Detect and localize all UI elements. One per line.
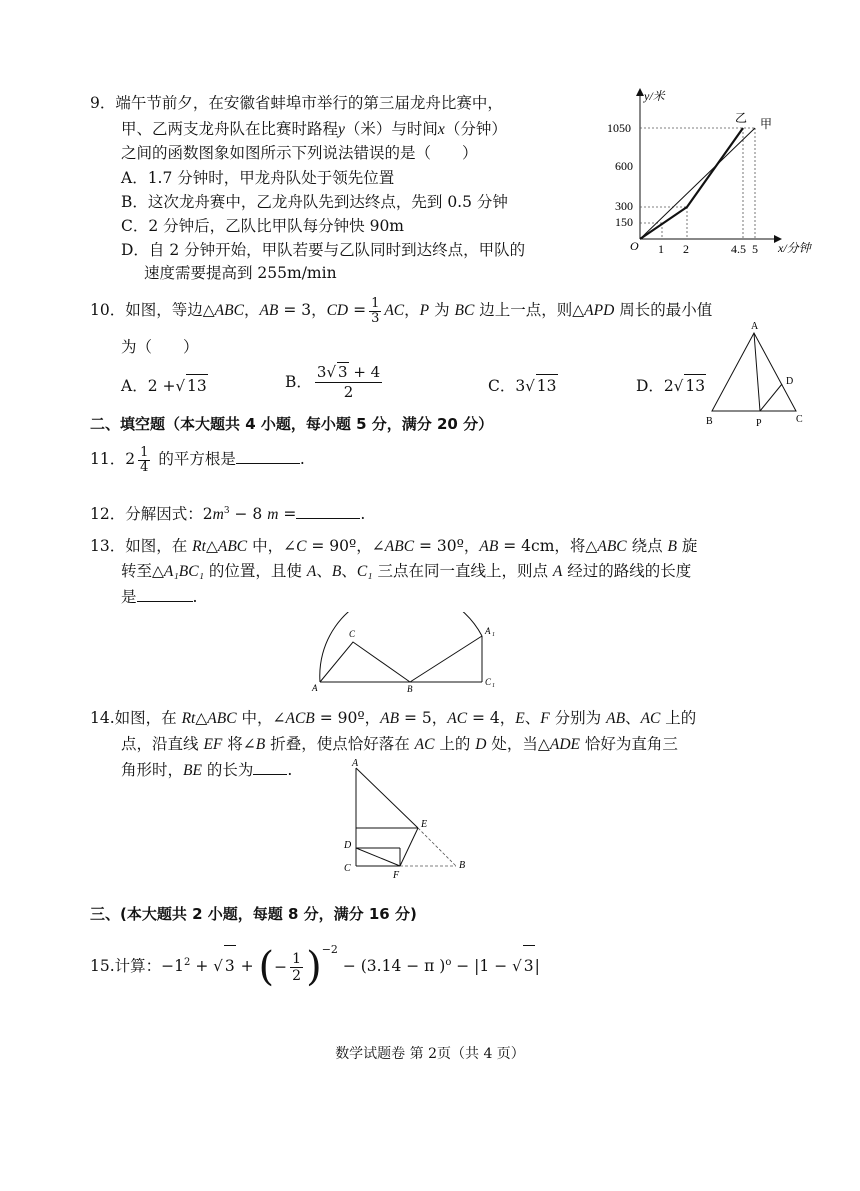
- y-tick-150: 150: [615, 215, 633, 229]
- q10-option-b: B． $\frac{3√ 3 + 4}{2}$: [285, 363, 381, 401]
- q10-fraction: $\frac{1}{3}$: [371, 295, 380, 326]
- q9-option-b: B．这次龙舟赛中，乙龙舟队先到达终点，先到 0.5 分钟: [121, 193, 508, 211]
- x-tick-2: 2: [683, 242, 689, 256]
- svg-text:D: D: [786, 376, 794, 387]
- svg-text:A: A: [485, 626, 491, 636]
- svg-text:E: E: [421, 819, 428, 830]
- y-tick-300: 300: [615, 199, 633, 213]
- x-tick-1: 1: [658, 242, 664, 256]
- label-yi: 乙: [735, 111, 748, 125]
- svg-text:1: 1: [492, 632, 495, 638]
- q9-line3: 之间的函数图象如图所示下列说法错误的是（ ）: [121, 144, 478, 162]
- q9-distance-time-graph: [600, 86, 825, 261]
- label-jia: 甲: [760, 117, 773, 131]
- svg-text:B: B: [706, 416, 713, 427]
- q15: 15.计算：$-1^2$ + √ 3 + (− $\frac{1}{2}$ )$^{-2}$ − (3.14 − π )$^o$ − |1 − √ 3|: [90, 943, 540, 990]
- q9-option-c: C．2 分钟后，乙队比甲队每分钟快 90m: [121, 217, 404, 235]
- x-tick-5: 5: [752, 242, 758, 256]
- q14-fold-figure: [338, 756, 478, 880]
- svg-text:C: C: [796, 414, 803, 425]
- svg-text:F: F: [393, 870, 400, 880]
- q12-answer-blank[interactable]: [296, 502, 360, 519]
- section-2-heading: 二、填空题（本大题共 4 小题，每小题 5 分，满分 20 分）: [90, 415, 494, 433]
- q9-option-d-cont: 速度需要提高到 255m/min: [144, 264, 337, 282]
- q10-option-c: C．3√ 13: [488, 374, 558, 397]
- q14-line1: 14.如图，在 Rt△ABC 中，∠ACB = 90º，AB = 5，AC = 4，E、F 分别为 AB、AC 上的: [90, 709, 697, 727]
- y-axis-label: y/米: [644, 89, 665, 103]
- svg-text:A: A: [352, 758, 359, 769]
- svg-text:A: A: [751, 321, 759, 332]
- q9-line2: 甲、乙两支龙舟队在比赛时路程y（米）与时间x（分钟）: [121, 120, 507, 138]
- origin-label: O: [630, 239, 639, 253]
- q14-line3: 角形时，BE 的长为 .: [121, 758, 292, 782]
- q12: 12．分解因式：$2m^3 - 8$ m = .: [90, 500, 365, 526]
- q13-line2: 转至△A₁BC₁ 的位置，且使 A、B、C₁ 三点在同一直线上，则点 A 经过的路线的长度: [121, 562, 692, 580]
- q9-option-a: A．1.7 分钟时，甲龙舟队处于领先位置: [121, 169, 395, 187]
- x-axis-label: x/分钟: [778, 241, 811, 255]
- y-tick-1050: 1050: [607, 121, 631, 135]
- q11: 11．2 $\frac{1}{4}$ 的平方根是 .: [90, 444, 305, 475]
- y-tick-600: 600: [615, 159, 633, 173]
- q14-answer-blank[interactable]: [253, 758, 287, 775]
- x-tick-4-5: 4.5: [731, 242, 746, 256]
- svg-text:B: B: [407, 684, 413, 694]
- svg-text:B: B: [459, 860, 466, 871]
- q10-line1: 10．如图，等边△ABC，AB = 3，CD = $\frac{1}{3}$ AC，P 为 BC 边上一点，则△APD 周长的最小值: [90, 295, 713, 326]
- svg-text:C: C: [344, 863, 351, 874]
- q9-option-d: D．自 2 分钟开始，甲队若要与乙队同时到达终点，甲队的: [121, 241, 526, 259]
- svg-text:1: 1: [492, 683, 495, 689]
- q10-option-a: A．2 +√ 13: [121, 374, 208, 397]
- q11-answer-blank[interactable]: [236, 447, 300, 464]
- q13-line1: 13．如图，在 Rt△ABC 中，∠C = 90º，∠ABC = 30º，AB = 4cm，将△ABC 绕点 B 旋: [90, 537, 698, 555]
- svg-text:D: D: [344, 840, 352, 851]
- series-jia-line: [640, 128, 755, 239]
- svg-text:P: P: [756, 418, 762, 429]
- svg-text:C: C: [349, 629, 356, 639]
- page-footer: 数学试题卷 第 2页（共 4 页）: [335, 1046, 525, 1062]
- q10-option-d: D．2√ 13: [636, 374, 706, 397]
- q9-line1: 9．端午节前夕，在安徽省蚌埠市举行的第三届龙舟比赛中，: [90, 94, 503, 112]
- section-3-heading: 三、(本大题共 2 小题，每题 8 分，满分 16 分): [90, 905, 417, 923]
- q14-line2: 点，沿直线 EF 将∠B 折叠，使点恰好落在 AC 上的 D 处，当△ADE 恰好为直角三: [121, 735, 678, 753]
- series-yi-line: [640, 128, 743, 239]
- q13-line3: 是 .: [121, 585, 197, 608]
- q10-triangle-figure: [700, 318, 810, 430]
- svg-text:C: C: [485, 677, 492, 687]
- q13-answer-blank[interactable]: [137, 585, 193, 602]
- q10-line2: 为（ ）: [121, 338, 199, 356]
- svg-text:A: A: [312, 683, 318, 693]
- q13-rotation-figure: [308, 612, 508, 696]
